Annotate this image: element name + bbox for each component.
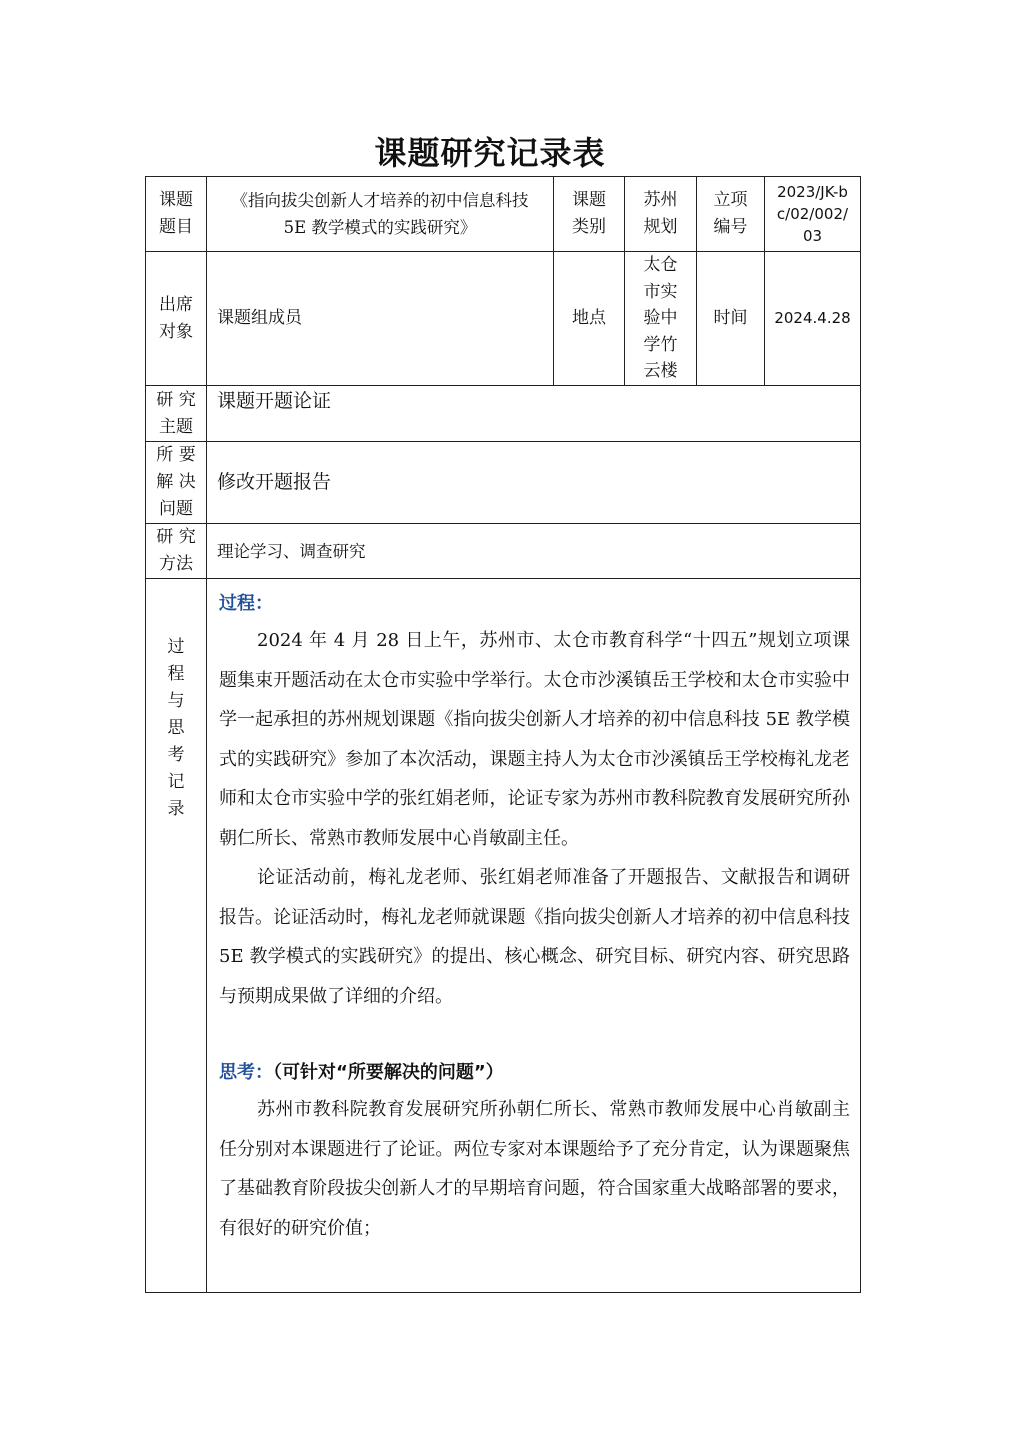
topic-value: 《指向拔尖创新人才培养的初中信息科技 5E 教学模式的实践研究》 [207,177,554,252]
process-label: 过 程 与 思 考 记 录 [146,579,207,1293]
category-label: 课题 类别 [554,177,625,252]
method-label: 研 究 方法 [146,524,207,579]
process-heading: 过程： [219,593,273,614]
page-title: 课题研究记录表 [374,134,606,172]
record-table [145,176,861,1293]
row-process [146,579,861,1293]
process-paragraph-1: 2024 年 4 月 28 日上午，苏州市、太仓市教育科学“十四五”规划立项课题集束开题活动在太仓市实验中学举行。太仓市沙溪镇岳王学校和太仓市实验中学一起承担的苏州规划课题《指向拔尖创新人才培养的初中信息科技 5E 教学模式的实践研究》参加了本次活动，课题主持人为太仓市沙溪镇岳王学校梅礼龙老师和太仓市实验中学的张红娟老师，论证专家为苏州市教科院教育发展研究所孙朝仁所长、常熟市教师发展中心肖敏副主任。 [219,630,850,849]
category-value: 苏州 规划 [625,177,697,252]
place-value: 太仓 市实 验中 学竹 云楼 [625,252,697,386]
thinking-heading-line [219,1056,850,1090]
problem-value: 修改开题报告 [207,442,861,524]
process-content [207,579,861,1293]
thinking-heading: 思考： [219,1062,273,1083]
research-theme-label: 研 究 主题 [146,386,207,442]
method-value: 理论学习、调查研究 [207,524,861,579]
process-paragraph-2: 论证活动前，梅礼龙老师、张红娟老师准备了开题报告、文献报告和调研报告。论证活动时，梅礼龙老师就课题《指向拔尖创新人才培养的初中信息科技 5E 教学模式的实践研究》的提出、核心概念、研究目标、研究内容、研究思路与预期成果做了详细的介绍。 [219,867,850,1007]
problem-label: 所 要 解 决 问题 [146,442,207,524]
time-value: 2024.4.28 [765,252,861,386]
row-method [146,524,861,579]
attendee-value: 课题组成员 [207,252,554,386]
thinking-paragraph-1: 苏州市教科院教育发展研究所孙朝仁所长、常熟市教师发展中心肖敏副主任分别对本课题进行了论证。两位专家对本课题给予了充分肯定，认为课题聚焦了基础教育阶段拔尖创新人才的早期培育问题，符合国家重大战略部署的要求，有很好的研究价值； [219,1099,850,1239]
project-number-label: 立项 编号 [697,177,765,252]
topic-label: 课题 题目 [146,177,207,252]
place-label: 地点 [554,252,625,386]
time-label: 时间 [697,252,765,386]
row-attendees [146,252,861,386]
attendee-label: 出席 对象 [146,252,207,386]
research-theme-value: 课题开题论证 [207,386,861,442]
row-topic [146,177,861,252]
project-number-value: 2023/JK-b c/02/002/ 03 [765,177,861,252]
row-research-theme [146,386,861,442]
row-problem [146,442,861,524]
thinking-note: （可针对“所要解决的问题”） [273,1062,504,1083]
